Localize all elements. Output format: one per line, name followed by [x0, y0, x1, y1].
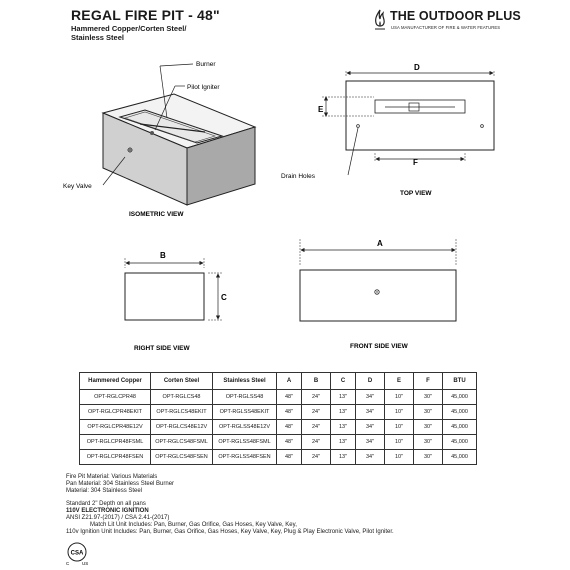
table-cell: 34" [356, 405, 385, 420]
table-cell: 10" [385, 435, 414, 450]
table-cell: OPT-RGLCS48 [151, 390, 213, 405]
col-header: B [302, 373, 331, 390]
spec-table [79, 372, 477, 465]
table-cell: 48" [277, 450, 302, 465]
table-cell: 48" [277, 435, 302, 450]
table-cell: 34" [356, 390, 385, 405]
top-view-drawing [322, 70, 494, 175]
front-side-view-label: FRONT SIDE VIEW [350, 343, 408, 350]
spec-notes [66, 474, 556, 536]
table-cell: 34" [356, 420, 385, 435]
pilot-igniter-label: Pilot Igniter [187, 84, 220, 91]
table-cell: 45,000 [443, 420, 477, 435]
table-cell: 10" [385, 450, 414, 465]
col-header: Corten Steel [151, 373, 213, 390]
table-cell: 30" [414, 420, 443, 435]
table-cell: 10" [385, 420, 414, 435]
note-line: Material: 304 Stainless Steel [66, 488, 143, 494]
table-cell: 45,000 [443, 450, 477, 465]
dim-f-label: F [413, 158, 418, 167]
drain-holes-label: Drain Holes [281, 173, 315, 180]
isometric-fire-pit [103, 64, 255, 205]
table-cell: 45,000 [443, 435, 477, 450]
brand-name: THE OUTDOOR PLUS [390, 9, 521, 23]
col-header: E [385, 373, 414, 390]
note-line: 110v Ignition Unit Includes: Pan, Burner, Gas Orifice, Gas Hoses, Key Valve, Key, Plug & Play Electronic Valve, Pilot Igniter. [66, 529, 394, 535]
table-row [80, 450, 477, 465]
col-header: D [356, 373, 385, 390]
table-row [80, 405, 477, 420]
right-side-view-drawing [125, 258, 222, 320]
csa-c-text: C [66, 561, 70, 566]
table-cell: 48" [277, 420, 302, 435]
table-row [80, 420, 477, 435]
col-header: C [331, 373, 356, 390]
table-cell: 24" [302, 405, 331, 420]
csa-mark-text: CSA [70, 550, 84, 557]
table-cell: 45,000 [443, 405, 477, 420]
table-cell: OPT-RGLCPR48FSEN [80, 450, 151, 465]
table-cell: 34" [356, 435, 385, 450]
table-cell: 10" [385, 405, 414, 420]
note-line: 110V ELECTRONIC IGNITION [66, 508, 149, 514]
table-cell: 30" [414, 390, 443, 405]
table-cell: 34" [356, 450, 385, 465]
table-cell: OPT-RGLSS48 [213, 390, 277, 405]
col-header: Hammered Copper [80, 373, 151, 390]
key-valve-label: Key Valve [63, 183, 92, 190]
burner-label: Burner [196, 61, 216, 68]
page-title: REGAL FIRE PIT - 48" [71, 7, 220, 23]
note-line: Pan Material: 304 Stainless Steel Burner [66, 481, 175, 487]
table-cell: 24" [302, 435, 331, 450]
table-cell: OPT-RGLCPR48 [80, 390, 151, 405]
isometric-view-label: ISOMETRIC VIEW [129, 211, 184, 218]
table-cell: OPT-RGLSS48FSML [213, 435, 277, 450]
table-cell: 48" [277, 405, 302, 420]
dim-c-label: C [221, 293, 227, 302]
dim-a-label: A [377, 239, 383, 248]
col-header: F [414, 373, 443, 390]
table-cell: 30" [414, 450, 443, 465]
table-cell: 24" [302, 450, 331, 465]
table-cell: OPT-RGLCS48E12V [151, 420, 213, 435]
table-cell: 30" [414, 405, 443, 420]
col-header: A [277, 373, 302, 390]
table-cell: 13" [331, 450, 356, 465]
top-view-label: TOP VIEW [400, 190, 432, 197]
table-cell: OPT-RGLCS48EKIT [151, 405, 213, 420]
table-cell: OPT-RGLCS48FSML [151, 435, 213, 450]
note-line: Standard 2" Depth on all pans [66, 501, 146, 507]
col-header: Stainless Steel [213, 373, 277, 390]
subtitle-line-1: Hammered Copper/Corten Steel/ [71, 24, 187, 33]
table-cell: OPT-RGLCS48FSEN [151, 450, 213, 465]
table-cell: 13" [331, 405, 356, 420]
table-cell: OPT-RGLCPR48E12V [80, 420, 151, 435]
table-cell: OPT-RGLSS48E12V [213, 420, 277, 435]
table-cell: OPT-RGLCPR48EKIT [80, 405, 151, 420]
table-row [80, 390, 477, 405]
table-row [80, 435, 477, 450]
table-cell: 30" [414, 435, 443, 450]
table-cell: 13" [331, 420, 356, 435]
front-side-view-drawing [300, 239, 456, 321]
brand-tagline: USA MANUFACTURER OF FIRE & WATER FEATURES [391, 25, 501, 30]
note-line: Match Lit Unit Includes: Pan, Burner, Gas Orifice, Gas Hoses, Key Valve, Key, [90, 522, 297, 528]
table-cell: 48" [277, 390, 302, 405]
note-line: ANSI Z21.97-(2017) / CSA 2.41-(2017) [66, 515, 170, 521]
table-cell: OPT-RGLSS48FSEN [213, 450, 277, 465]
subtitle-line-2: Stainless Steel [71, 33, 124, 42]
csa-us-text: US [82, 561, 89, 566]
table-cell: 45,000 [443, 390, 477, 405]
table-cell: 24" [302, 420, 331, 435]
table-cell: 10" [385, 390, 414, 405]
table-cell: OPT-RGLSS48EKIT [213, 405, 277, 420]
dim-d-label: D [414, 63, 420, 72]
right-side-view-label: RIGHT SIDE VIEW [134, 345, 190, 352]
note-line: Fire Pit Material: Various Materials [66, 474, 158, 480]
col-header: BTU [443, 373, 477, 390]
dim-e-label: E [318, 105, 324, 114]
table-cell: 13" [331, 435, 356, 450]
dim-b-label: B [160, 251, 166, 260]
csa-certification-icon [64, 540, 90, 566]
table-header-row [80, 373, 477, 390]
table-cell: OPT-RGLCPR48FSML [80, 435, 151, 450]
table-cell: 24" [302, 390, 331, 405]
table-cell: 13" [331, 390, 356, 405]
